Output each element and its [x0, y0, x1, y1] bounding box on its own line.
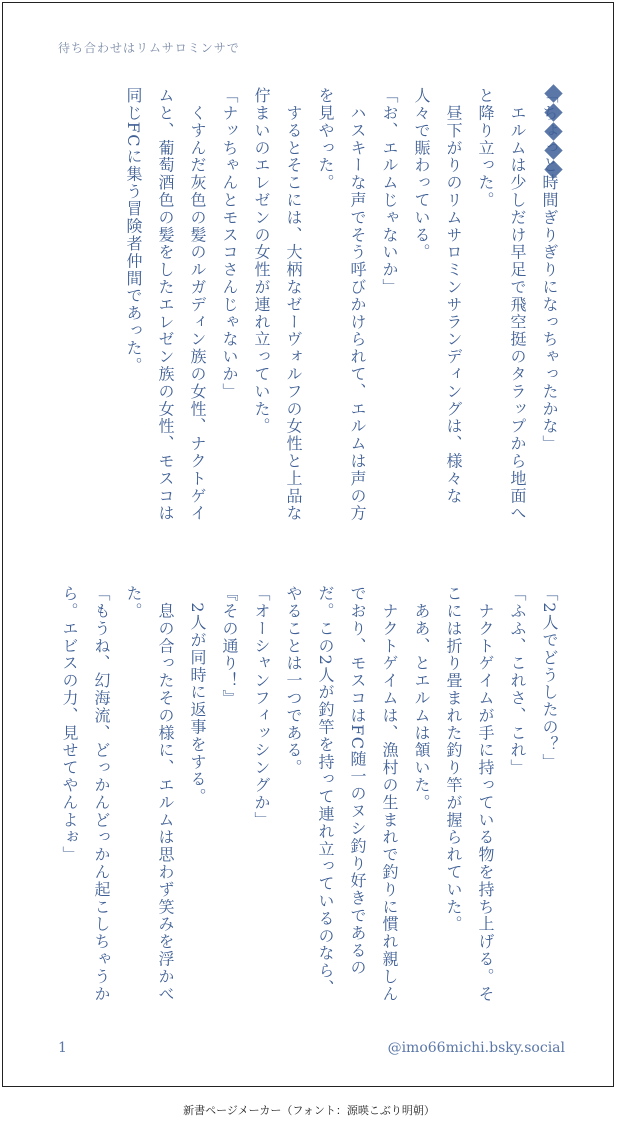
page-number: 1 — [58, 1040, 67, 1056]
paragraph: 昼下がりのリムサロミンサランディングは、様々な人々で賑わっている。 — [412, 87, 463, 505]
paragraph: 「ふふ、これさ、これ」 — [508, 585, 527, 777]
paragraph: 息の合ったその様に、エルムは思わず笑みを浮かべた。 — [124, 585, 175, 1003]
paragraph: ハスキーな声でそう呼びかけられて、エルムは声の方を見やった。 — [316, 87, 367, 522]
running-header: 待ち合わせはリムサロミンサで — [58, 41, 240, 55]
upper-text-block — [124, 87, 565, 537]
paragraph: 「もうね、幻海流、どっかんどっかん起こしちゃうから。エビスの力、見せてやんよぉ」 — [60, 585, 111, 1003]
paragraph: ナクトゲイムは、漁村の生まれで釣りに慣れ親しんでおり、モスコはFC随一のヌシ釣り好きであるのだ。この2人が釣竿を持って連れ立っているのなら、やることは一つである。 — [284, 585, 399, 1003]
paragraph: 「ナッちゃんとモスコさんじゃないか」 — [220, 87, 239, 401]
paragraph: 「お、エルムじゃないか」 — [380, 87, 399, 296]
paragraph: するとそこには、大柄なゼーヴォルフの女性と上品な佇まいのエレゼンの女性が連れ立っていた。 — [252, 87, 303, 522]
paragraph: ああ、とエルムは頷いた。 — [412, 585, 431, 812]
paragraph: エルムは少しだけ早足で飛空挺のタラップから地面へと降り立った。 — [476, 87, 527, 522]
paragraph: 「オーシャンフィッシングか」 — [252, 585, 271, 829]
paragraph: くすんだ灰色の髪のルガディン族の女性、ナクトゲイムと、葡萄酒色の髪をしたエレゼン族の女性、モスコは同じFCに集う冒険者仲間であった。 — [124, 87, 207, 522]
lower-text-block — [60, 585, 565, 1005]
book-page — [2, 2, 614, 1087]
paragraph: 「ちょっと時間ぎりぎりになっちゃったかな」 — [540, 87, 559, 453]
author-handle: @imo66michi.bsky.social — [387, 1040, 565, 1056]
paragraph: 『その通り！』 — [220, 585, 239, 707]
paragraph: 2人が同時に返事をする。 — [188, 585, 207, 806]
paragraph: 「2人でどうしたの？」 — [540, 585, 559, 771]
generator-caption: 新書ページメーカー（フォント：源暎こぶり明朝） — [183, 1104, 435, 1117]
paragraph: ナクトゲイムが手に持っている物を持ち上げる。そこには折り畳まれた釣り竿が握られていた。 — [444, 585, 495, 1003]
